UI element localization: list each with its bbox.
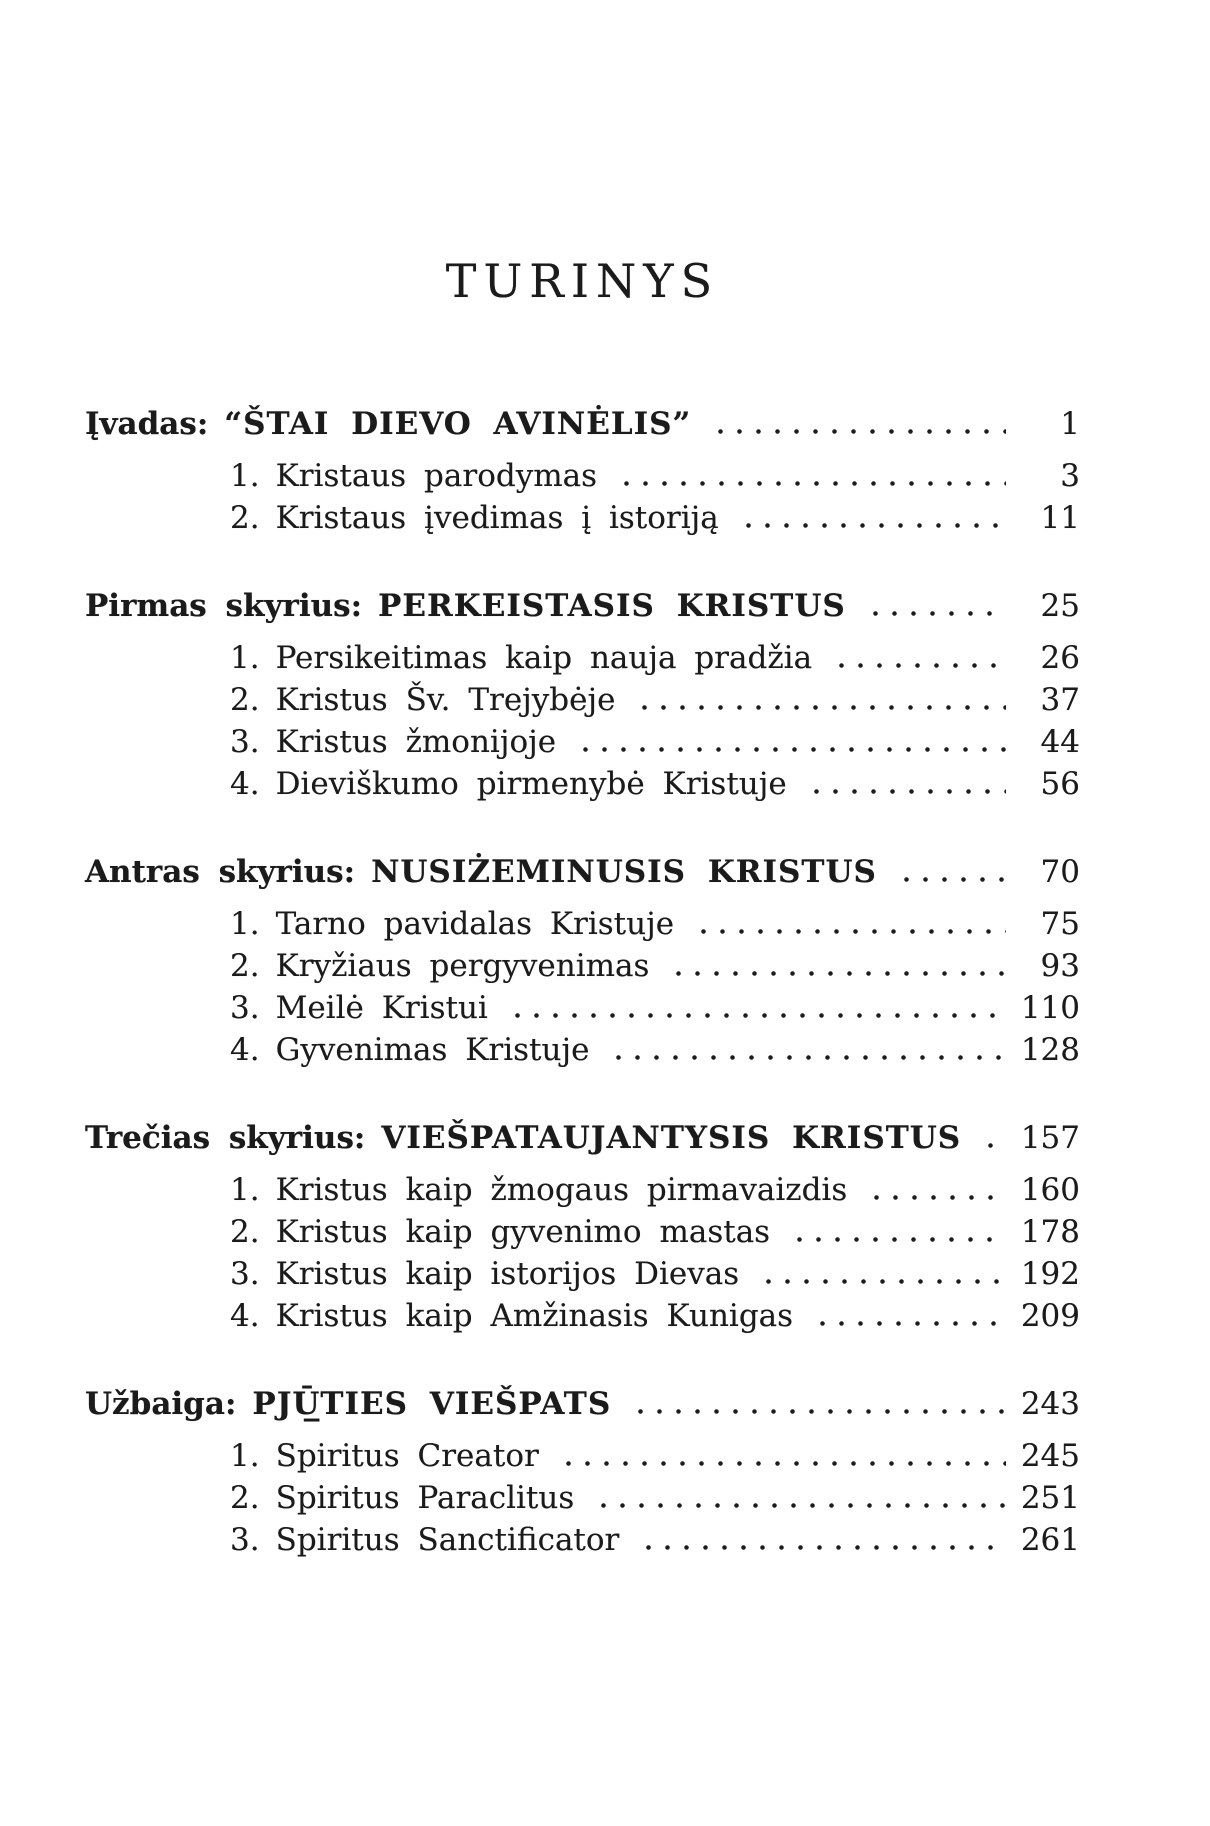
toc-section-row: [85, 585, 1080, 627]
toc-item-row: [85, 679, 1080, 721]
toc-item-row: [85, 497, 1080, 539]
item-label: Tarno pavidalas Kristuje: [275, 906, 675, 942]
item-label: Meilė Kristui: [275, 990, 488, 1026]
item-number: 4.: [230, 766, 260, 802]
dot-leader: [609, 1055, 1006, 1060]
dot-leader: [559, 1461, 1006, 1466]
item-number: 1.: [230, 458, 260, 494]
page-number: 93: [1040, 948, 1080, 984]
dot-leader: [508, 1013, 1006, 1018]
page-number: 56: [1040, 766, 1080, 802]
section-prefix: Pirmas skyrius:: [85, 588, 363, 624]
item-label: Spiritus Paraclitus: [275, 1480, 575, 1516]
toc-item-row: [85, 987, 1080, 1029]
item-label: Kristus Šv. Trejybėje: [275, 682, 616, 718]
toc-item-row: [85, 637, 1080, 679]
toc-item-row: [85, 1211, 1080, 1253]
item-label: Kristus kaip Amžinasis Kunigas: [275, 1298, 794, 1334]
item-label: Gyvenimas Kristuje: [275, 1032, 590, 1068]
dot-leader: [711, 429, 1006, 434]
toc-item-row: [85, 1477, 1080, 1519]
toc-item-row: [85, 903, 1080, 945]
item-label: Kristaus įvedimas į istoriją: [275, 500, 719, 536]
page-number: 11: [1040, 500, 1080, 536]
dot-leader: [617, 481, 1006, 486]
item-number: 4.: [230, 1298, 260, 1334]
dot-leader: [739, 523, 1006, 528]
page-number: 160: [1020, 1172, 1080, 1208]
item-label: Dieviškumo pirmenybė Kristuje: [275, 766, 787, 802]
item-label: Kristus kaip gyvenimo mastas: [275, 1214, 771, 1250]
item-label: Kristaus parodymas: [275, 458, 597, 494]
dot-leader: [594, 1503, 1006, 1508]
item-number: 1.: [230, 1438, 260, 1474]
dot-leader: [897, 877, 1006, 882]
section-title: PERKEISTASIS KRISTUS: [378, 588, 846, 624]
toc-section-row: [85, 1383, 1080, 1425]
section-prefix: Trečias skyrius:: [85, 1120, 366, 1156]
page-number: 245: [1020, 1438, 1080, 1474]
dot-leader: [981, 1143, 1006, 1148]
page-number: 75: [1040, 906, 1080, 942]
dot-leader: [669, 971, 1006, 976]
page-number: 261: [1020, 1522, 1080, 1558]
section-title: PJŪ̲TIES VIEŠPATS: [252, 1386, 612, 1422]
section-title: “ŠTAI DIEVO AVINĖLIS”: [224, 406, 692, 442]
dot-leader: [866, 611, 1006, 616]
item-label: Spiritus Sanctificator: [275, 1522, 620, 1558]
item-number: 1.: [230, 640, 260, 676]
toc-item-row: [85, 1435, 1080, 1477]
toc-item-row: [85, 1169, 1080, 1211]
item-number: 2.: [230, 682, 260, 718]
item-label: Kryžiaus pergyvenimas: [275, 948, 650, 984]
section-prefix: Antras skyrius:: [85, 854, 356, 890]
item-number: 3.: [230, 1522, 260, 1558]
page-number: 128: [1020, 1032, 1080, 1068]
item-number: 4.: [230, 1032, 260, 1068]
page-title: TURINYS: [445, 254, 720, 308]
page-number: 110: [1020, 990, 1080, 1026]
dot-leader: [807, 789, 1006, 794]
dot-leader: [790, 1237, 1006, 1242]
toc-section-row: [85, 851, 1080, 893]
item-number: 3.: [230, 1256, 260, 1292]
toc-item-row: [85, 763, 1080, 805]
page-number: 251: [1020, 1480, 1080, 1516]
section-title: VIEŠPATAUJANTYSIS KRISTUS: [381, 1120, 962, 1156]
item-label: Kristus žmonijoje: [275, 724, 557, 760]
page-number: 26: [1040, 640, 1080, 676]
dot-leader: [694, 929, 1006, 934]
toc-section-row: [85, 1117, 1080, 1159]
toc-section-row: [85, 403, 1080, 445]
dot-leader: [867, 1195, 1006, 1200]
page-number: 243: [1020, 1386, 1080, 1422]
page-number: 1: [1060, 406, 1080, 442]
item-label: Persikeitimas kaip nauja pradžia: [275, 640, 813, 676]
item-number: 1.: [230, 906, 260, 942]
item-number: 2.: [230, 948, 260, 984]
dot-leader: [631, 1409, 1006, 1414]
page-number: 25: [1040, 588, 1080, 624]
item-number: 3.: [230, 724, 260, 760]
page-number: 70: [1040, 854, 1080, 890]
toc-item-row: [85, 1519, 1080, 1561]
item-number: 2.: [230, 1480, 260, 1516]
dot-leader: [759, 1279, 1006, 1284]
toc-item-row: [85, 1295, 1080, 1337]
page-number: 209: [1020, 1298, 1080, 1334]
page-number: 44: [1040, 724, 1080, 760]
toc-item-row: [85, 721, 1080, 763]
page-number: 178: [1020, 1214, 1080, 1250]
item-number: 2.: [230, 500, 260, 536]
item-label: Kristus kaip istorijos Dievas: [275, 1256, 740, 1292]
page-number: 3: [1060, 458, 1080, 494]
dot-leader: [635, 705, 1006, 710]
item-number: 2.: [230, 1214, 260, 1250]
dot-leader: [639, 1545, 1006, 1550]
item-label: Spiritus Creator: [275, 1438, 539, 1474]
toc-item-row: [85, 945, 1080, 987]
section-title: NUSIŻEMINUSIS KRISTUS: [371, 854, 877, 890]
page-number: 37: [1040, 682, 1080, 718]
dot-leader: [813, 1321, 1006, 1326]
page-number: 192: [1020, 1256, 1080, 1292]
section-prefix: Įvadas:: [85, 406, 209, 442]
page-number: 157: [1020, 1120, 1080, 1156]
item-number: 1.: [230, 1172, 260, 1208]
section-prefix: Užbaiga:: [85, 1386, 237, 1422]
dot-leader: [832, 663, 1006, 668]
item-number: 3.: [230, 990, 260, 1026]
toc-item-row: [85, 1253, 1080, 1295]
toc-item-row: [85, 1029, 1080, 1071]
toc-item-row: [85, 455, 1080, 497]
dot-leader: [576, 747, 1006, 752]
item-label: Kristus kaip žmogaus pirmavaizdis: [275, 1172, 848, 1208]
